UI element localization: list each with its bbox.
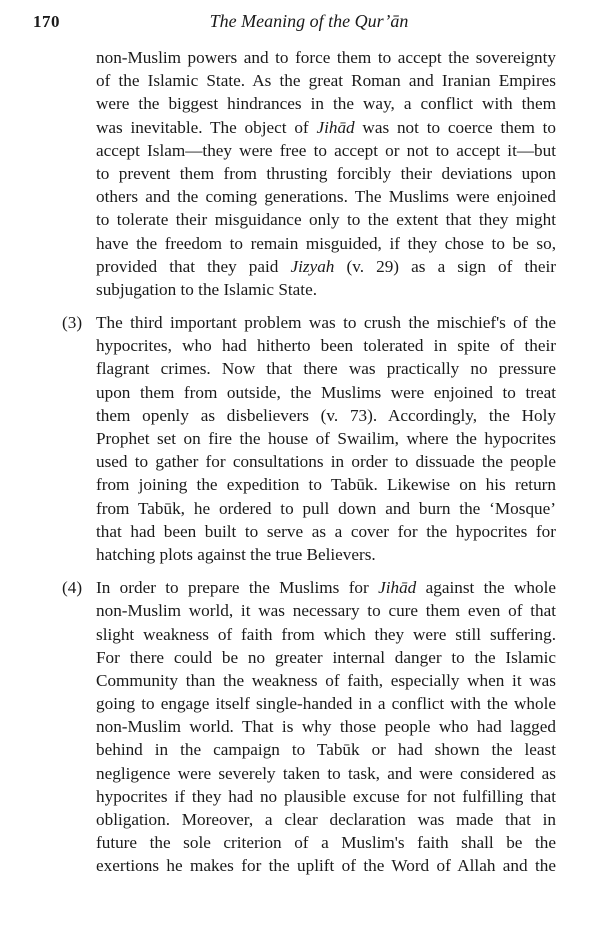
text-line: upon them from outside, the Muslims were enjoined to treat	[96, 382, 556, 402]
text-line: was inevitable. The object of Jihād was not to coerce them to	[96, 117, 556, 137]
text-line: that had been built to serve as a cover for the hypocrites for	[96, 521, 556, 541]
text-line: exertions he makes for the uplift of the Word of Allah and the	[96, 856, 556, 876]
text-line: accept Islam—they were free to accept or not to accept it—but	[96, 140, 556, 160]
text-line: provided that they paid Jizyah (v. 29) as a sign of their	[96, 256, 556, 276]
text-line: to prevent them from thrusting forcibly their deviations upon	[96, 163, 556, 183]
text-line: subjugation to the Islamic State.	[96, 279, 318, 299]
text-line: non-Muslim powers and to force them to accept the sovereignty	[96, 48, 556, 67]
text-line: slight weakness of faith from which they were still suffering.	[96, 624, 556, 644]
text-line: The third important problem was to crush the mischief's of the	[96, 313, 556, 333]
text-line: have the freedom to remain misguided, if they chose to be so,	[96, 233, 556, 253]
item-number: (4)	[62, 578, 83, 598]
text-line: negligence were severely taken to task, and were considered as	[96, 763, 556, 783]
text-line: In order to prepare the Muslims for Jihād against the whole	[96, 578, 556, 598]
text-line: obligation. Moreover, a clear declaration was made that in	[96, 810, 556, 829]
text-line: from Tabūk, he ordered to pull down and burn the ‘Mosque’	[96, 498, 556, 518]
paragraph-continuation	[96, 46, 556, 301]
page-body	[62, 46, 556, 878]
text-line: used to gather for consultations in order to dissuade the people	[96, 452, 556, 472]
page-number: 170	[33, 12, 60, 31]
text-line: hypocrites, who had hitherto been tolerated in spite of their	[96, 336, 556, 356]
text-line: hatching plots against the true Believers.	[96, 544, 376, 564]
text-line: non-Muslim world. That is why those people who had lagged	[96, 717, 556, 737]
text-line: to tolerate their misguidance only to the extent that they might	[96, 210, 556, 230]
text-line: going to engage itself single-handed in a conflict with the whole	[96, 694, 556, 714]
text-line: behind in the campaign to Tabūk or had shown the least	[96, 740, 556, 760]
running-title: The Meaning of the Qur’ān	[209, 11, 409, 31]
text-line: Prophet set on fire the house of Swailim, where the hypocrites	[96, 429, 556, 448]
numbered-paragraph-3	[62, 311, 556, 566]
text-line: For there could be no greater internal danger to the Islamic	[96, 647, 556, 667]
text-line: Community than the weakness of faith, especially when it was	[96, 670, 556, 690]
numbered-paragraph-4	[62, 576, 556, 877]
text-line: flagrant crimes. Now that there was practically no pressure	[96, 359, 556, 379]
text-line: of the Islamic State. As the great Roman and Iranian Empires	[96, 71, 556, 91]
text-line: from joining the expedition to Tabūk. Likewise on his return	[96, 475, 556, 495]
item-number: (3)	[62, 313, 83, 333]
text-line: others and the coming generations. The Muslims were enjoined	[96, 187, 556, 207]
text-line: non-Muslim world, it was necessary to cure them even of that	[96, 601, 556, 621]
text-line: future the sole criterion of a Muslim's faith shall be the	[96, 833, 556, 853]
text-line: them openly as disbelievers (v. 73). Accordingly, the Holy	[96, 405, 556, 425]
text-line: were the biggest hindrances in the way, a conflict with them	[96, 94, 556, 114]
text-line: hypocrites if they had no plausible excuse for not fulfilling that	[96, 786, 556, 806]
